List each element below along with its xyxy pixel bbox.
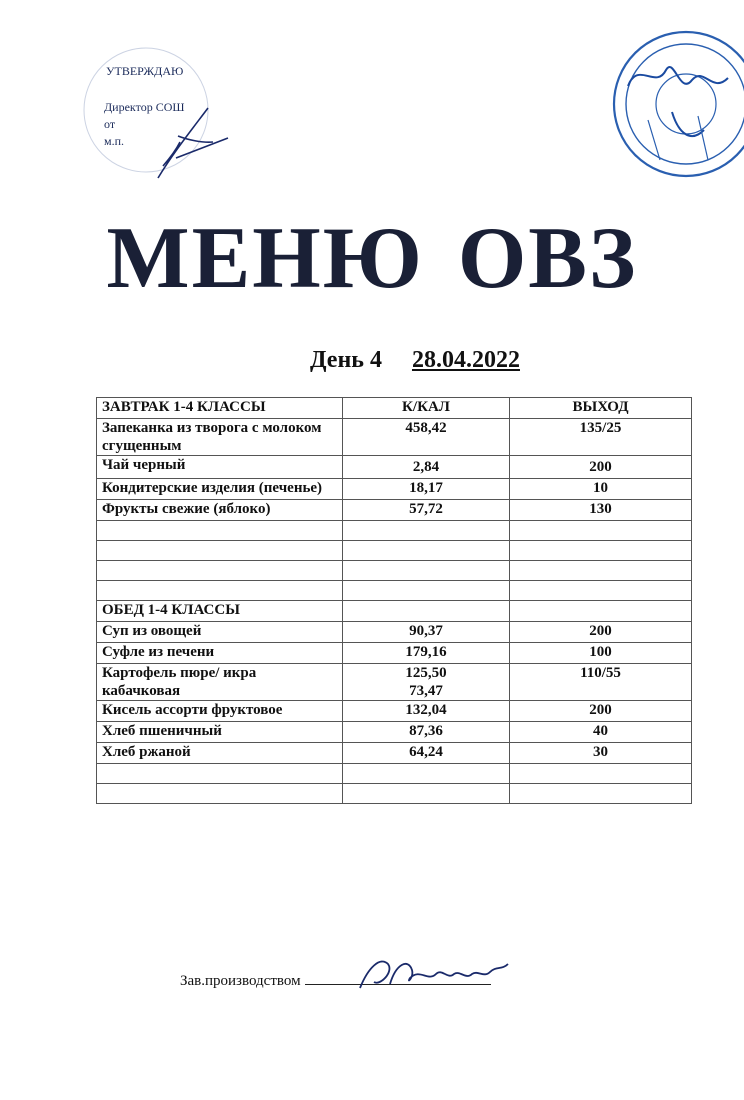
empty-cell xyxy=(97,764,343,784)
dish-yield: 40 xyxy=(510,722,692,743)
dish-name: Чай черный xyxy=(97,456,343,479)
header-lunch: ОБЕД 1-4 КЛАССЫ xyxy=(97,601,343,622)
table-header-row xyxy=(97,398,692,419)
dish-name: Суфле из печени xyxy=(97,643,343,664)
empty-cell xyxy=(343,784,510,804)
menu-table xyxy=(96,397,692,804)
table-row xyxy=(97,701,692,722)
empty-cell xyxy=(510,521,692,541)
empty-cell xyxy=(343,541,510,561)
dish-yield: 110/55 xyxy=(510,664,692,701)
table-row xyxy=(97,500,692,521)
dish-name: Кисель ассорти фруктовое xyxy=(97,701,343,722)
dish-kcal: 458,42 xyxy=(343,419,510,456)
table-row xyxy=(97,643,692,664)
empty-cell xyxy=(97,581,343,601)
dish-yield: 200 xyxy=(510,456,692,479)
empty-cell xyxy=(510,764,692,784)
dish-kcal: 132,04 xyxy=(343,701,510,722)
dish-kcal: 90,37 xyxy=(343,622,510,643)
approval-director: Директор СОШ xyxy=(104,100,185,114)
empty-cell xyxy=(97,521,343,541)
empty-cell xyxy=(343,521,510,541)
dish-name: Фрукты свежие (яблоко) xyxy=(97,500,343,521)
dish-kcal: 2,84 xyxy=(343,456,510,479)
approval-date-label: от xyxy=(104,117,116,131)
day-label: День 4 xyxy=(310,347,382,373)
empty-row xyxy=(97,541,692,561)
dish-kcal: 64,24 xyxy=(343,743,510,764)
approval-block xyxy=(80,38,240,188)
approval-seal-label: м.п. xyxy=(104,134,125,148)
empty-cell xyxy=(97,561,343,581)
dish-yield: 200 xyxy=(510,701,692,722)
empty-cell xyxy=(510,561,692,581)
table-row xyxy=(97,722,692,743)
dish-yield: 10 xyxy=(510,479,692,500)
header-yield: ВЫХОД xyxy=(510,398,692,419)
dish-kcal-secondary: 73,47 xyxy=(409,683,443,699)
dish-name: Хлеб ржаной xyxy=(97,743,343,764)
dish-yield: 135/25 xyxy=(510,419,692,456)
dish-kcal: 179,16 xyxy=(343,643,510,664)
dish-kcal-pair xyxy=(343,664,510,701)
table-row xyxy=(97,419,692,456)
dish-kcal: 18,17 xyxy=(343,479,510,500)
production-manager-signature xyxy=(350,948,520,998)
header-kcal: К/КАЛ xyxy=(343,398,510,419)
empty-row xyxy=(97,521,692,541)
dish-kcal: 125,50 xyxy=(405,665,447,681)
dish-yield: 100 xyxy=(510,643,692,664)
page-title xyxy=(0,208,744,309)
footer-label: Зав.производством xyxy=(180,973,301,989)
table-row xyxy=(97,664,692,701)
dish-kcal: 87,36 xyxy=(343,722,510,743)
empty-row xyxy=(97,784,692,804)
table-row xyxy=(97,622,692,643)
empty-cell xyxy=(343,601,510,622)
day-date: 28.04.2022 xyxy=(411,347,520,373)
empty-cell xyxy=(510,601,692,622)
empty-cell xyxy=(343,764,510,784)
title-word-ovz: ОВЗ xyxy=(457,210,638,307)
empty-row xyxy=(97,764,692,784)
dish-yield: 130 xyxy=(510,500,692,521)
empty-cell xyxy=(97,541,343,561)
empty-cell xyxy=(97,784,343,804)
empty-cell xyxy=(510,541,692,561)
approval-heading: УТВЕРЖДАЮ xyxy=(106,64,184,78)
dish-name: Картофель пюре/ икра кабачковая xyxy=(97,664,343,701)
dish-name: Хлеб пшеничный xyxy=(97,722,343,743)
school-stamp xyxy=(608,20,744,180)
header-breakfast: ЗАВТРАК 1-4 КЛАССЫ xyxy=(97,398,343,419)
empty-cell xyxy=(510,784,692,804)
empty-row xyxy=(97,561,692,581)
dish-yield: 30 xyxy=(510,743,692,764)
empty-cell xyxy=(343,561,510,581)
director-signature xyxy=(118,98,238,188)
table-row xyxy=(97,743,692,764)
table-row xyxy=(97,479,692,500)
empty-row xyxy=(97,581,692,601)
empty-cell xyxy=(343,581,510,601)
dish-name: Суп из овощей xyxy=(97,622,343,643)
dish-name: Запеканка из творога с молоком сгущенным xyxy=(97,419,343,456)
lunch-header-row xyxy=(97,601,692,622)
dish-name: Кондитерские изделия (печенье) xyxy=(97,479,343,500)
empty-cell xyxy=(510,581,692,601)
dish-yield: 200 xyxy=(510,622,692,643)
title-word-menu: МЕНЮ xyxy=(106,210,424,307)
day-line xyxy=(310,347,520,374)
table-row xyxy=(97,456,692,479)
dish-kcal: 57,72 xyxy=(343,500,510,521)
